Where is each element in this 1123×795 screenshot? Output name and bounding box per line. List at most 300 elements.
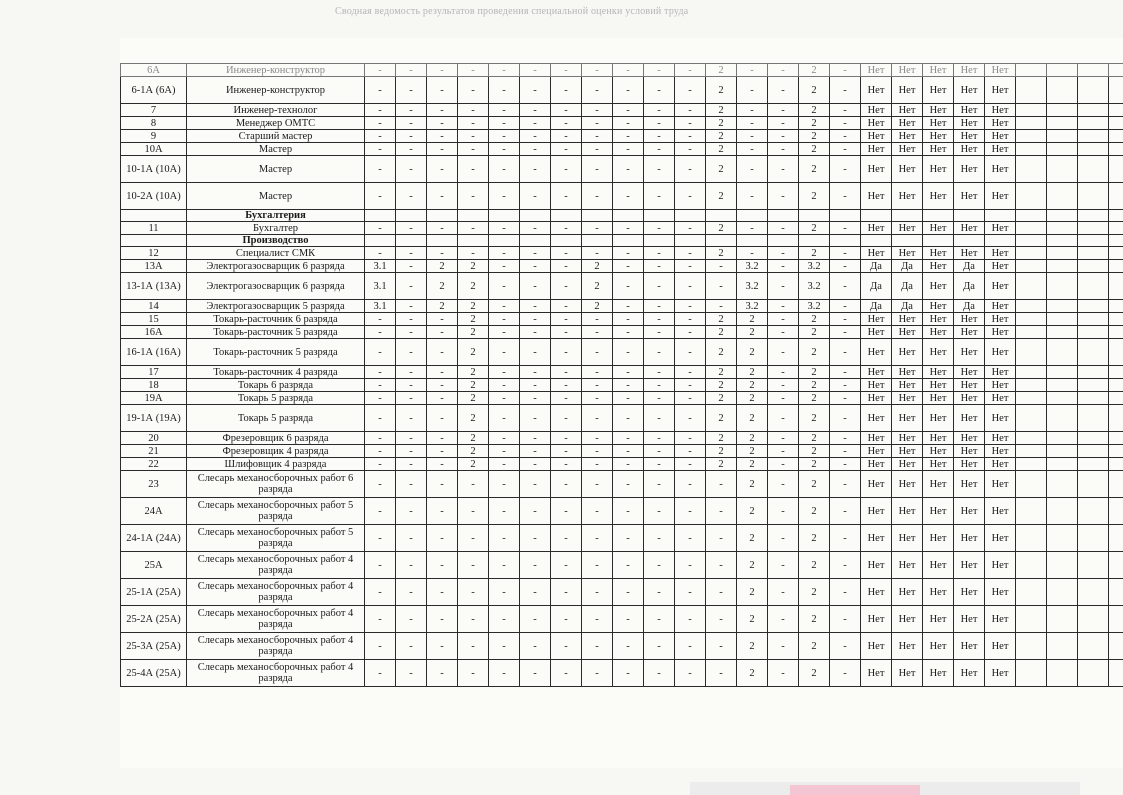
summary-cell: -: [768, 247, 799, 260]
empty-cell: [1109, 471, 1123, 498]
table-row: [121, 579, 1123, 606]
yes-no-cell: Нет: [985, 273, 1016, 300]
factor-cell: -: [458, 579, 489, 606]
factor-cell: -: [644, 339, 675, 366]
factor-cell: -: [427, 379, 458, 392]
yes-no-cell: Нет: [954, 183, 985, 210]
factor-cell: -: [551, 660, 582, 687]
yes-no-cell: Нет: [954, 130, 985, 143]
yes-no-cell: Нет: [985, 339, 1016, 366]
factor-cell: -: [613, 313, 644, 326]
section-num-cell: [121, 210, 187, 222]
factor-cell: 2: [458, 313, 489, 326]
factor-cell: -: [520, 260, 551, 273]
factor-cell: -: [365, 183, 396, 210]
factor-cell: -: [551, 552, 582, 579]
empty-cell: [1047, 64, 1078, 77]
factor-cell: -: [551, 130, 582, 143]
summary-cell: 2: [706, 156, 737, 183]
yes-no-cell: Нет: [923, 445, 954, 458]
table-row: [121, 405, 1123, 432]
yes-no-cell: Нет: [923, 432, 954, 445]
table-row: [121, 525, 1123, 552]
yes-no-cell: Нет: [923, 117, 954, 130]
empty-cell: [1047, 326, 1078, 339]
factor-cell: -: [582, 77, 613, 104]
factor-cell: -: [551, 633, 582, 660]
empty-cell: [1047, 222, 1078, 235]
summary-cell: 2: [737, 379, 768, 392]
factor-cell: -: [489, 432, 520, 445]
factor-cell: -: [613, 552, 644, 579]
row-number: 25-1А (25А): [121, 579, 187, 606]
summary-cell: 2: [799, 498, 830, 525]
empty-cell: [1078, 183, 1109, 210]
empty-cell: [1078, 222, 1109, 235]
factor-cell: 2: [582, 300, 613, 313]
yes-no-cell: Нет: [861, 432, 892, 445]
factor-cell: -: [644, 260, 675, 273]
empty-cell: [489, 235, 520, 247]
summary-cell: 2: [737, 498, 768, 525]
factor-cell: -: [644, 117, 675, 130]
empty-cell: [1109, 64, 1123, 77]
empty-cell: [1109, 183, 1123, 210]
factor-cell: -: [458, 64, 489, 77]
empty-cell: [1047, 339, 1078, 366]
factor-cell: -: [365, 405, 396, 432]
empty-cell: [365, 235, 396, 247]
factor-cell: -: [520, 392, 551, 405]
summary-cell: 2: [799, 458, 830, 471]
table-row: [121, 143, 1123, 156]
yes-no-cell: Нет: [985, 392, 1016, 405]
summary-cell: 2: [706, 458, 737, 471]
summary-cell: -: [830, 471, 861, 498]
summary-cell: 2: [737, 445, 768, 458]
yes-no-cell: Нет: [892, 77, 923, 104]
factor-cell: 2: [582, 273, 613, 300]
factor-cell: -: [365, 471, 396, 498]
factor-cell: -: [644, 104, 675, 117]
summary-cell: -: [768, 339, 799, 366]
factor-cell: -: [427, 552, 458, 579]
factor-cell: -: [582, 156, 613, 183]
summary-cell: 2: [706, 183, 737, 210]
table-row: [121, 183, 1123, 210]
empty-cell: [1109, 235, 1123, 247]
factor-cell: -: [365, 366, 396, 379]
empty-cell: [706, 235, 737, 247]
row-number: 10-1А (10А): [121, 156, 187, 183]
factor-cell: -: [427, 432, 458, 445]
factor-cell: -: [520, 379, 551, 392]
position-name: Мастер: [187, 143, 365, 156]
summary-cell: 2: [706, 366, 737, 379]
empty-cell: [1016, 64, 1047, 77]
empty-cell: [1047, 405, 1078, 432]
factor-cell: -: [396, 498, 427, 525]
summary-cell: -: [706, 273, 737, 300]
factor-cell: -: [365, 130, 396, 143]
summary-cell: -: [706, 660, 737, 687]
position-name: Старший мастер: [187, 130, 365, 143]
factor-cell: -: [551, 405, 582, 432]
yes-no-cell: Нет: [861, 326, 892, 339]
factor-cell: -: [644, 247, 675, 260]
yes-no-cell: Нет: [954, 633, 985, 660]
empty-cell: [1047, 77, 1078, 104]
summary-cell: -: [768, 552, 799, 579]
summary-cell: 2: [799, 633, 830, 660]
factor-cell: -: [613, 77, 644, 104]
factor-cell: -: [427, 130, 458, 143]
factor-cell: 2: [582, 260, 613, 273]
factor-cell: 3.1: [365, 273, 396, 300]
factor-cell: -: [427, 77, 458, 104]
factor-cell: -: [644, 143, 675, 156]
factor-cell: -: [551, 222, 582, 235]
table-row: [121, 660, 1123, 687]
factor-cell: -: [613, 606, 644, 633]
summary-cell: 2: [706, 130, 737, 143]
empty-cell: [1078, 326, 1109, 339]
summary-cell: -: [830, 458, 861, 471]
factor-cell: -: [644, 579, 675, 606]
empty-cell: [1047, 379, 1078, 392]
factor-cell: -: [520, 579, 551, 606]
yes-no-cell: Нет: [923, 392, 954, 405]
empty-cell: [1016, 432, 1047, 445]
yes-no-cell: Нет: [861, 104, 892, 117]
summary-cell: -: [830, 130, 861, 143]
empty-cell: [1078, 77, 1109, 104]
factor-cell: -: [675, 222, 706, 235]
yes-no-cell: Нет: [892, 432, 923, 445]
yes-no-cell: Нет: [954, 104, 985, 117]
factor-cell: -: [644, 405, 675, 432]
factor-cell: -: [520, 130, 551, 143]
factor-cell: -: [427, 247, 458, 260]
summary-cell: -: [737, 64, 768, 77]
empty-cell: [1047, 366, 1078, 379]
table-row: [121, 445, 1123, 458]
summary-cell: 2: [737, 633, 768, 660]
yes-no-cell: Нет: [923, 77, 954, 104]
summary-cell: -: [830, 525, 861, 552]
empty-cell: [1078, 471, 1109, 498]
position-name: Мастер: [187, 156, 365, 183]
table-row: [121, 498, 1123, 525]
factor-cell: -: [427, 183, 458, 210]
yes-no-cell: Нет: [954, 339, 985, 366]
summary-cell: 2: [799, 104, 830, 117]
row-number: 17: [121, 366, 187, 379]
factor-cell: -: [365, 498, 396, 525]
row-number: 13А: [121, 260, 187, 273]
summary-cell: -: [830, 260, 861, 273]
empty-cell: [458, 210, 489, 222]
factor-cell: -: [458, 633, 489, 660]
summary-cell: -: [830, 326, 861, 339]
empty-cell: [1078, 458, 1109, 471]
factor-cell: -: [520, 183, 551, 210]
bottom-pink-mark: [790, 785, 920, 795]
summary-cell: -: [830, 313, 861, 326]
empty-cell: [1109, 552, 1123, 579]
summary-cell: -: [830, 117, 861, 130]
position-name: Слесарь механосборочных работ 4 разряда: [187, 606, 365, 633]
row-number: 18: [121, 379, 187, 392]
factor-cell: -: [489, 143, 520, 156]
section-row: [121, 210, 1123, 222]
summary-cell: 2: [737, 313, 768, 326]
yes-no-cell: Нет: [861, 143, 892, 156]
summary-cell: 2: [799, 64, 830, 77]
factor-cell: -: [458, 222, 489, 235]
empty-cell: [613, 210, 644, 222]
factor-cell: -: [551, 471, 582, 498]
summary-cell: -: [830, 300, 861, 313]
yes-no-cell: Нет: [985, 606, 1016, 633]
summary-cell: 2: [799, 77, 830, 104]
factor-cell: 2: [427, 273, 458, 300]
factor-cell: -: [489, 445, 520, 458]
summary-cell: 2: [799, 606, 830, 633]
factor-cell: 2: [458, 458, 489, 471]
factor-cell: -: [489, 313, 520, 326]
yes-no-cell: Нет: [954, 471, 985, 498]
factor-cell: -: [613, 445, 644, 458]
table-row: [121, 247, 1123, 260]
factor-cell: -: [489, 392, 520, 405]
factor-cell: -: [613, 104, 644, 117]
summary-cell: -: [830, 606, 861, 633]
empty-cell: [1109, 143, 1123, 156]
yes-no-cell: Нет: [892, 143, 923, 156]
factor-cell: -: [365, 156, 396, 183]
factor-cell: -: [365, 579, 396, 606]
factor-cell: -: [582, 366, 613, 379]
yes-no-cell: Нет: [985, 458, 1016, 471]
factor-cell: -: [489, 405, 520, 432]
factor-cell: -: [458, 156, 489, 183]
summary-cell: 2: [737, 392, 768, 405]
factor-cell: -: [675, 392, 706, 405]
yes-no-cell: Нет: [861, 183, 892, 210]
empty-cell: [1109, 130, 1123, 143]
factor-cell: -: [396, 339, 427, 366]
factor-cell: -: [644, 64, 675, 77]
factor-cell: -: [551, 498, 582, 525]
yes-no-cell: Нет: [923, 104, 954, 117]
summary-cell: -: [768, 64, 799, 77]
empty-cell: [1016, 471, 1047, 498]
factor-cell: -: [458, 77, 489, 104]
factor-cell: -: [489, 471, 520, 498]
factor-cell: -: [365, 77, 396, 104]
yes-no-cell: Нет: [861, 552, 892, 579]
summary-cell: -: [830, 392, 861, 405]
table-row: [121, 117, 1123, 130]
summary-cell: 2: [706, 339, 737, 366]
table-row: [121, 77, 1123, 104]
empty-cell: [520, 210, 551, 222]
yes-no-cell: Нет: [923, 458, 954, 471]
summary-cell: -: [830, 445, 861, 458]
summary-cell: -: [706, 260, 737, 273]
empty-cell: [861, 210, 892, 222]
factor-cell: -: [644, 300, 675, 313]
summary-cell: 2: [799, 313, 830, 326]
yes-no-cell: Нет: [923, 339, 954, 366]
summary-cell: 2: [799, 579, 830, 606]
yes-no-cell: Нет: [954, 392, 985, 405]
empty-cell: [1078, 445, 1109, 458]
factor-cell: -: [582, 130, 613, 143]
factor-cell: -: [551, 104, 582, 117]
summary-cell: 2: [706, 222, 737, 235]
yes-no-cell: Нет: [861, 458, 892, 471]
summary-cell: -: [768, 183, 799, 210]
empty-cell: [768, 235, 799, 247]
factor-cell: -: [551, 64, 582, 77]
yes-no-cell: Нет: [892, 471, 923, 498]
row-number: 19-1А (19А): [121, 405, 187, 432]
factor-cell: -: [613, 432, 644, 445]
yes-no-cell: Нет: [985, 660, 1016, 687]
position-name: Фрезеровщик 6 разряда: [187, 432, 365, 445]
empty-cell: [1047, 235, 1078, 247]
factor-cell: -: [582, 392, 613, 405]
factor-cell: -: [489, 458, 520, 471]
factor-cell: -: [582, 660, 613, 687]
summary-cell: -: [830, 366, 861, 379]
empty-cell: [675, 210, 706, 222]
summary-cell: 2: [799, 366, 830, 379]
yes-no-cell: Нет: [985, 366, 1016, 379]
empty-cell: [861, 235, 892, 247]
factor-cell: -: [675, 183, 706, 210]
empty-cell: [427, 235, 458, 247]
yes-no-cell: Нет: [892, 379, 923, 392]
empty-cell: [985, 210, 1016, 222]
factor-cell: -: [582, 247, 613, 260]
factor-cell: 2: [458, 273, 489, 300]
empty-cell: [1109, 222, 1123, 235]
factor-cell: -: [396, 183, 427, 210]
factor-cell: -: [365, 117, 396, 130]
summary-cell: -: [830, 405, 861, 432]
summary-cell: -: [768, 104, 799, 117]
empty-cell: [1078, 273, 1109, 300]
empty-cell: [644, 235, 675, 247]
factor-cell: -: [365, 458, 396, 471]
summary-cell: -: [768, 579, 799, 606]
table-row: [121, 366, 1123, 379]
yes-no-cell: Нет: [985, 313, 1016, 326]
summary-cell: -: [768, 471, 799, 498]
factor-cell: -: [396, 405, 427, 432]
factor-cell: 2: [458, 326, 489, 339]
factor-cell: -: [675, 273, 706, 300]
empty-cell: [892, 210, 923, 222]
factor-cell: -: [613, 579, 644, 606]
table-row: [121, 273, 1123, 300]
yes-no-cell: Нет: [954, 379, 985, 392]
yes-no-cell: Нет: [861, 156, 892, 183]
yes-no-cell: Нет: [954, 117, 985, 130]
factor-cell: -: [427, 445, 458, 458]
factor-cell: -: [582, 458, 613, 471]
yes-no-cell: Нет: [892, 498, 923, 525]
section-num-cell: [121, 235, 187, 247]
yes-no-cell: Нет: [861, 313, 892, 326]
summary-cell: -: [830, 104, 861, 117]
yes-no-cell: Да: [892, 260, 923, 273]
yes-no-cell: Нет: [892, 525, 923, 552]
factor-cell: -: [427, 579, 458, 606]
summary-cell: -: [737, 183, 768, 210]
yes-no-cell: Нет: [954, 313, 985, 326]
section-title: Производство: [187, 235, 365, 247]
yes-no-cell: Нет: [954, 498, 985, 525]
position-name: Токарь-расточник 5 разряда: [187, 326, 365, 339]
factor-cell: -: [582, 339, 613, 366]
factor-cell: -: [613, 130, 644, 143]
yes-no-cell: Да: [892, 300, 923, 313]
summary-cell: -: [830, 64, 861, 77]
factor-cell: 2: [427, 260, 458, 273]
empty-cell: [1016, 130, 1047, 143]
factor-cell: -: [427, 606, 458, 633]
factor-cell: -: [396, 326, 427, 339]
factor-cell: -: [644, 471, 675, 498]
yes-no-cell: Нет: [923, 273, 954, 300]
row-number: 16-1А (16А): [121, 339, 187, 366]
position-name: Слесарь механосборочных работ 4 разряда: [187, 552, 365, 579]
factor-cell: -: [396, 222, 427, 235]
summary-cell: 2: [737, 579, 768, 606]
yes-no-cell: Нет: [954, 432, 985, 445]
summary-cell: 2: [737, 471, 768, 498]
factor-cell: -: [675, 432, 706, 445]
position-name: Токарь-расточник 6 разряда: [187, 313, 365, 326]
row-number: 13-1А (13А): [121, 273, 187, 300]
summary-cell: -: [768, 222, 799, 235]
factor-cell: -: [396, 247, 427, 260]
summary-cell: 2: [737, 432, 768, 445]
empty-cell: [1078, 339, 1109, 366]
empty-cell: [1047, 117, 1078, 130]
summary-cell: -: [768, 606, 799, 633]
summary-cell: -: [737, 117, 768, 130]
summary-cell: -: [737, 77, 768, 104]
factor-cell: 2: [458, 260, 489, 273]
yes-no-cell: Нет: [923, 552, 954, 579]
table-row: [121, 392, 1123, 405]
factor-cell: -: [427, 458, 458, 471]
summary-cell: -: [706, 471, 737, 498]
yes-no-cell: Да: [861, 300, 892, 313]
summary-cell: -: [737, 104, 768, 117]
summary-cell: 2: [799, 247, 830, 260]
yes-no-cell: Нет: [954, 458, 985, 471]
position-name: Мастер: [187, 183, 365, 210]
empty-cell: [551, 235, 582, 247]
factor-cell: -: [582, 379, 613, 392]
factor-cell: -: [644, 183, 675, 210]
